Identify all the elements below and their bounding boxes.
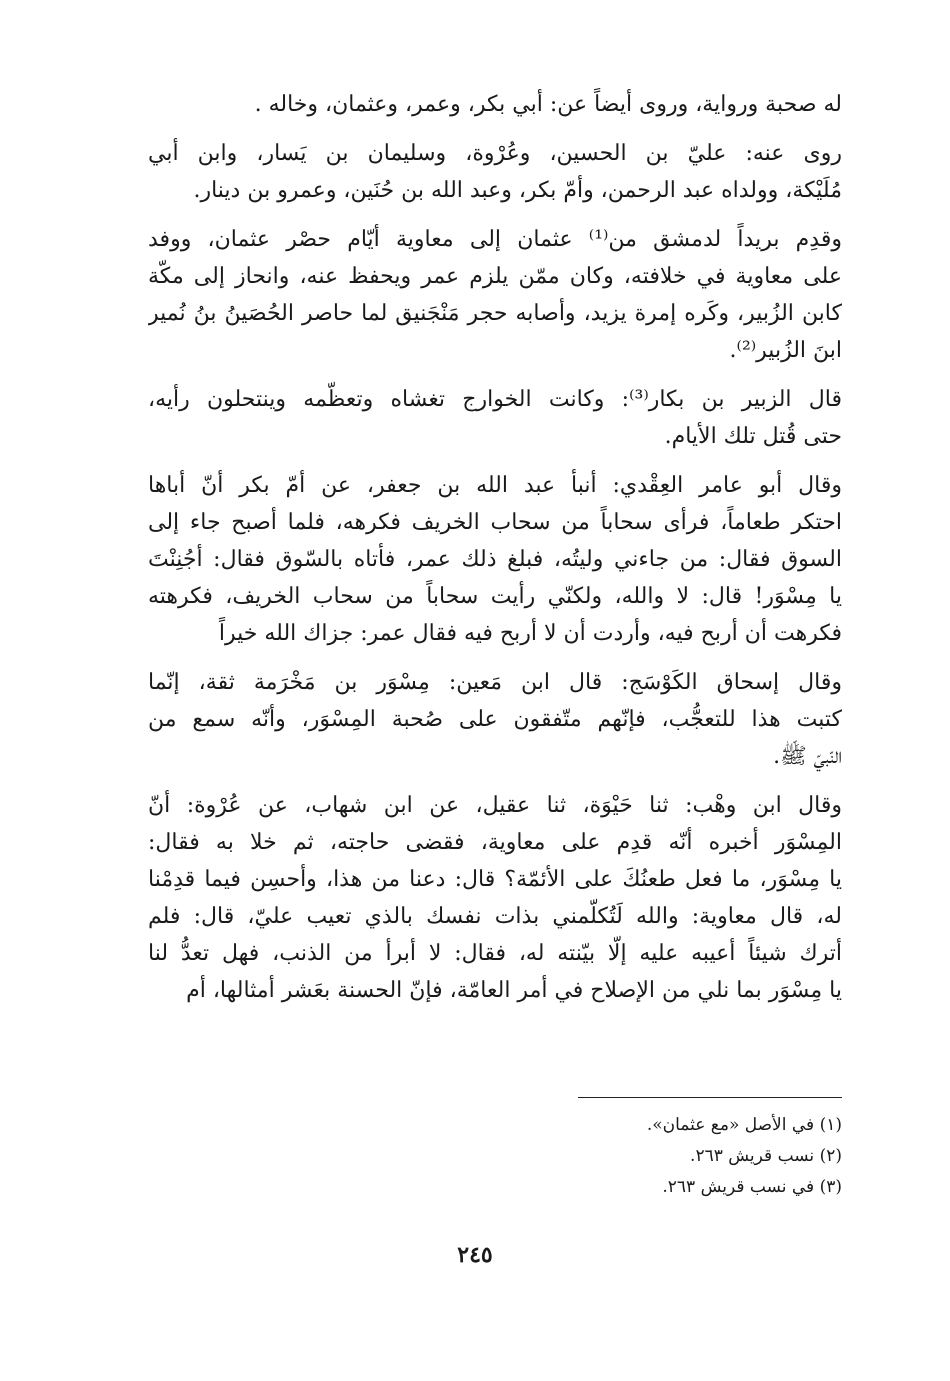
paragraph: [148, 467, 842, 652]
text-line: كابن الزُبير، وكَره إمرة يزيد، وأصابه حجر مَنْجَنيق لما حاصر الحُصَينُ بنُ نُمير: [148, 301, 842, 326]
footnote-divider: [578, 1097, 842, 1098]
paragraph: [148, 664, 842, 775]
text-line: روى عنه: عليّ بن الحسين، وعُرْوة، وسليمان بن يَسار، وابن أبي: [148, 141, 842, 166]
text-line: احتكر طعاماً، فرأى سحاباً من سحاب الخريف فكرهه، فلما أصبح جاء إلى: [148, 510, 842, 535]
text-line: المِسْوَر أخبره أنّه قدِم على معاوية، فقضى حاجته، ثم خلا به فقال:: [148, 830, 842, 855]
text-line: له صحبة ورواية، وروى أيضاً عن: أبي بكر، وعمر، وعثمان، وخاله .: [254, 92, 842, 117]
main-text: [148, 86, 842, 1021]
footnote: (٢) نسب قريش ٢٦٣.: [690, 1146, 842, 1166]
text-line: وقدِم بريداً لدمشق من⁽¹⁾ عثمان إلى معاوية أيّام حصْر عثمان، ووفد: [148, 227, 842, 252]
text-line: ابنَ الزُبير⁽²⁾.: [729, 338, 842, 363]
text-line: السوق فقال: من جاءني وليتُه، فبلغ ذلك عمر، فأتاه بالسّوق فقال: أجُنِنْتَ: [148, 547, 842, 572]
text-line: النّبيّ ﷺ.: [773, 744, 842, 769]
text-line: له، قال معاوية: والله لَتُكلّمني بذات نفسك بالذي تعيب عليّ، قال: فلم: [148, 904, 842, 929]
paragraph: [148, 787, 842, 1009]
paragraph: [148, 86, 842, 123]
text-line: على معاوية في خلافته، وكان ممّن يلزم عمر ويحفظ عنه، وانحاز إلى مكّة: [148, 264, 842, 289]
text-line: كتبت هذا للتعجُّب، فإنّهم متّفقون على صُحبة المِسْوَر، وأنّه سمع من: [148, 707, 842, 732]
text-line: مُلَيْكة، وولداه عبد الرحمن، وأمّ بكر، وعبد الله بن حُنَين، وعمرو بن دينار.: [193, 178, 842, 203]
text-line: حتى قُتل تلك الأيام.: [664, 424, 842, 449]
paragraph: [148, 135, 842, 209]
footnotes: [300, 1110, 842, 1203]
text-line: وقال إسحاق الكَوْسَج: قال ابن مَعين: مِسْوَر بن مَخْرَمة ثقة، إنّما: [148, 670, 842, 695]
text-line: قال الزبير بن بكار⁽³⁾: وكانت الخوارج تغشاه وتعظّمه وينتحلون رأيه،: [148, 387, 842, 412]
paragraph: [148, 221, 842, 369]
footnote: (٣) في نسب قريش ٢٦٣.: [662, 1177, 842, 1197]
text-line: فكرهت أن أربح فيه، وأردت أن لا أربح فيه فقال عمر: جزاك الله خيراً: [218, 621, 842, 646]
text-line: يا مِسْوَر! قال: لا والله، ولكنّي رأيت سحاباً من سحاب الخريف، فكرهته: [148, 584, 842, 609]
page-number: ٢٤٥: [457, 1242, 493, 1268]
text-line: أترك شيئاً أعيبه عليه إلّا بيّنته له، فقال: لا أبرأ من الذنب، فهل تعدُّ لنا: [148, 941, 842, 966]
text-line: يا مِسْوَر، ما فعل طعنُكَ على الأئمّة؟ قال: دعنا من هذا، وأحسِن فيما قدِمْنا: [148, 867, 842, 892]
text-line: وقال ابن وهْب: ثنا حَيْوَة، ثنا عقيل، عن ابن شهاب، عن عُرْوة: أنّ: [148, 793, 842, 818]
footnote: (١) في الأصل «مع عثمان».: [646, 1115, 842, 1135]
text-line: يا مِسْوَر بما نلي من الإصلاح في أمر العامّة، فإنّ الحسنة بعَشر أمثالها، أم: [186, 978, 842, 1003]
text-line: وقال أبو عامر العِقْدي: أنبأ عبد الله بن جعفر، عن أمّ بكر أنّ أباها: [148, 473, 842, 498]
paragraph: [148, 381, 842, 455]
